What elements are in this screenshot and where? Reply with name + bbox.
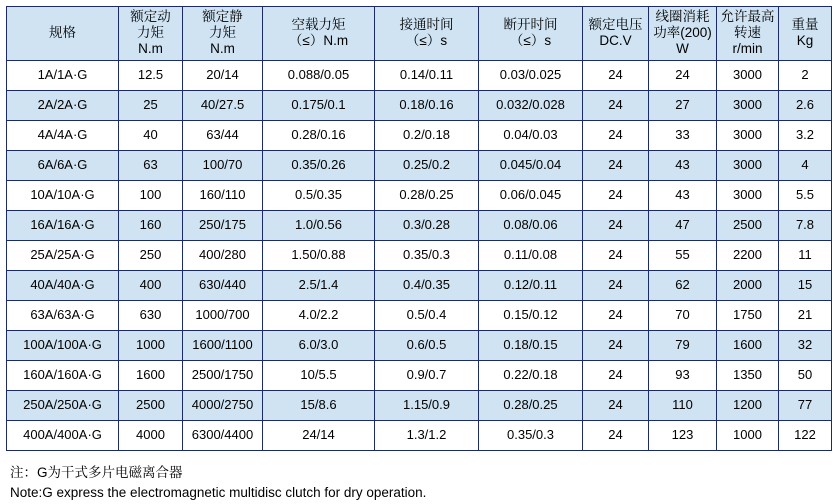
header-line: 规格 [49,25,76,41]
table-cell: 10/5.5 [263,360,375,390]
table-cell: 2.5/1.4 [263,270,375,300]
table-cell: 24 [583,120,649,150]
cell-spec: 63A/63A·G [7,300,119,330]
table-cell: 0.12/0.11 [479,270,583,300]
table-cell: 100 [119,180,183,210]
table-cell: 3000 [717,60,779,90]
column-header-engage-time [375,7,479,61]
table-cell: 0.03/0.025 [479,60,583,90]
table-cell: 0.18/0.15 [479,330,583,360]
header-line: 功率(200) [653,25,712,41]
table-cell: 630/440 [183,270,263,300]
column-header-rated-voltage [583,7,649,61]
table-cell: 4.0/2.2 [263,300,375,330]
table-cell: 0.9/0.7 [375,360,479,390]
table-cell: 77 [779,390,832,420]
table-row [7,120,832,150]
table-cell: 250 [119,240,183,270]
table-cell: 0.04/0.03 [479,120,583,150]
table-cell: 55 [649,240,717,270]
table-cell: 2500 [119,390,183,420]
table-cell: 24 [583,60,649,90]
table-cell: 25 [119,90,183,120]
table-cell: 630 [119,300,183,330]
table-row [7,330,832,360]
table-cell: 7.8 [779,210,832,240]
table-cell: 5.5 [779,180,832,210]
column-header-no-load-torque [263,7,375,61]
cell-spec: 16A/16A·G [7,210,119,240]
table-cell: 43 [649,180,717,210]
table-row [7,390,832,420]
table-cell: 0.18/0.16 [375,90,479,120]
cell-spec: 10A/10A·G [7,180,119,210]
table-cell: 2200 [717,240,779,270]
table-cell: 24 [649,60,717,90]
table-row [7,420,832,450]
table-cell: 24 [583,180,649,210]
header-line: DC.V [599,33,632,49]
header-line: 转速 [734,25,761,41]
header-row [7,7,832,61]
table-cell: 0.35/0.26 [263,150,375,180]
header-line: 断开时间 [503,17,558,33]
table-cell: 1.15/0.9 [375,390,479,420]
table-cell: 27 [649,90,717,120]
table-cell: 1600 [717,330,779,360]
table-cell: 0.08/0.06 [479,210,583,240]
table-cell: 50 [779,360,832,390]
table-cell: 93 [649,360,717,390]
table-cell: 40/27.5 [183,90,263,120]
header-line: （≤）s [509,33,552,49]
table-cell: 43 [649,150,717,180]
table-cell: 0.032/0.028 [479,90,583,120]
table-cell: 24 [583,300,649,330]
table-cell: 0.15/0.12 [479,300,583,330]
table-cell: 1000/700 [183,300,263,330]
table-cell: 47 [649,210,717,240]
table-cell: 20/14 [183,60,263,90]
table-cell: 1.0/0.56 [263,210,375,240]
notes-block [10,463,831,504]
table-cell: 4 [779,150,832,180]
table-cell: 1350 [717,360,779,390]
table-cell: 1000 [717,420,779,450]
table-cell: 62 [649,270,717,300]
column-header-weight [779,7,832,61]
table-cell: 0.2/0.18 [375,120,479,150]
table-cell: 0.11/0.08 [479,240,583,270]
table-cell: 0.5/0.4 [375,300,479,330]
table-cell: 70 [649,300,717,330]
table-row [7,240,832,270]
header-line: 线圈消耗 [655,9,710,24]
table-cell: 0.22/0.18 [479,360,583,390]
header-line: N.m [138,41,163,57]
header-line: 空载力矩 [291,17,346,33]
table-row [7,300,832,330]
note-english: Note:G express the electromagnetic multidisc clutch for dry operation. [10,485,427,501]
table-cell: 0.6/0.5 [375,330,479,360]
table-cell: 2.6 [779,90,832,120]
table-cell: 400/280 [183,240,263,270]
table-row [7,60,832,90]
table-cell: 33 [649,120,717,150]
table-cell: 63 [119,150,183,180]
table-cell: 110 [649,390,717,420]
table-cell: 0.35/0.3 [375,240,479,270]
table-cell: 40 [119,120,183,150]
table-cell: 2500/1750 [183,360,263,390]
table-cell: 160 [119,210,183,240]
cell-spec: 40A/40A·G [7,270,119,300]
column-header-release-time [479,7,583,61]
table-cell: 122 [779,420,832,450]
header-line: r/min [732,41,763,57]
column-header-max-speed [717,7,779,61]
table-cell: 3000 [717,150,779,180]
table-cell: 0.5/0.35 [263,180,375,210]
table-cell: 24 [583,210,649,240]
table-cell: 250/175 [183,210,263,240]
table-cell: 24 [583,330,649,360]
table-cell: 0.175/0.1 [263,90,375,120]
cell-spec: 2A/2A·G [7,90,119,120]
header-line: 允许最高 [720,9,775,24]
cell-spec: 6A/6A·G [7,150,119,180]
table-cell: 1000 [119,330,183,360]
table-row [7,270,832,300]
table-cell: 3000 [717,180,779,210]
table-cell: 0.3/0.28 [375,210,479,240]
header-line: 接通时间 [399,17,454,33]
table-cell: 160/110 [183,180,263,210]
column-header-rated-static-torque [183,7,263,61]
table-row [7,180,832,210]
cell-spec: 1A/1A·G [7,60,119,90]
table-cell: 1200 [717,390,779,420]
column-header-coil-power [649,7,717,61]
table-cell: 12.5 [119,60,183,90]
table-cell: 1.50/0.88 [263,240,375,270]
column-header-spec [7,7,119,61]
table-cell: 79 [649,330,717,360]
table-cell: 6.0/3.0 [263,330,375,360]
column-header-rated-dynamic-torque [119,7,183,61]
header-line: 额定静 [202,9,243,24]
table-cell: 123 [649,420,717,450]
table-cell: 24 [583,240,649,270]
cell-spec: 25A/25A·G [7,240,119,270]
table-cell: 1600 [119,360,183,390]
table-body [7,60,832,450]
header-line: 力矩 [209,25,236,41]
table-cell: 0.4/0.35 [375,270,479,300]
header-line: Kg [796,33,814,49]
table-cell: 24 [583,270,649,300]
table-row [7,90,832,120]
cell-spec: 250A/250A·G [7,390,119,420]
table-cell: 3000 [717,90,779,120]
header-line: 额定动 [130,9,171,24]
table-cell: 24 [583,390,649,420]
header-line: W [676,41,689,57]
table-row [7,210,832,240]
table-cell: 3000 [717,120,779,150]
note-chinese: 注：G为干式多片电磁离合器 [10,464,183,480]
table-cell: 0.25/0.2 [375,150,479,180]
table-cell: 24 [583,360,649,390]
table-cell: 400 [119,270,183,300]
table-cell: 21 [779,300,832,330]
table-cell: 100/70 [183,150,263,180]
header-line: 重量 [791,17,819,33]
table-cell: 0.28/0.25 [375,180,479,210]
table-cell: 32 [779,330,832,360]
table-cell: 24 [583,150,649,180]
table-cell: 15/8.6 [263,390,375,420]
table-header [7,7,832,61]
header-line: 力矩 [137,25,164,41]
cell-spec: 400A/400A·G [7,420,119,450]
table-cell: 2000 [717,270,779,300]
table-row [7,150,832,180]
table-cell: 1750 [717,300,779,330]
table-cell: 6300/4400 [183,420,263,450]
header-line: （≤）N.m [288,33,349,49]
table-cell: 0.088/0.05 [263,60,375,90]
header-line: 额定电压 [588,17,643,33]
table-cell: 0.14/0.11 [375,60,479,90]
table-cell: 2 [779,60,832,90]
cell-spec: 4A/4A·G [7,120,119,150]
table-cell: 1600/1100 [183,330,263,360]
table-cell: 15 [779,270,832,300]
table-cell: 0.35/0.3 [479,420,583,450]
table-cell: 24 [583,420,649,450]
table-cell: 4000 [119,420,183,450]
table-cell: 11 [779,240,832,270]
table-cell: 0.045/0.04 [479,150,583,180]
header-line: （≤）s [405,33,448,49]
table-cell: 24/14 [263,420,375,450]
table-row [7,360,832,390]
table-cell: 63/44 [183,120,263,150]
specification-table [6,6,832,451]
cell-spec: 100A/100A·G [7,330,119,360]
table-cell: 0.28/0.16 [263,120,375,150]
table-cell: 2500 [717,210,779,240]
table-cell: 0.06/0.045 [479,180,583,210]
table-cell: 3.2 [779,120,832,150]
table-cell: 24 [583,90,649,120]
table-cell: 0.28/0.25 [479,390,583,420]
table-cell: 1.3/1.2 [375,420,479,450]
cell-spec: 160A/160A·G [7,360,119,390]
header-line: N.m [210,41,235,57]
table-cell: 4000/2750 [183,390,263,420]
